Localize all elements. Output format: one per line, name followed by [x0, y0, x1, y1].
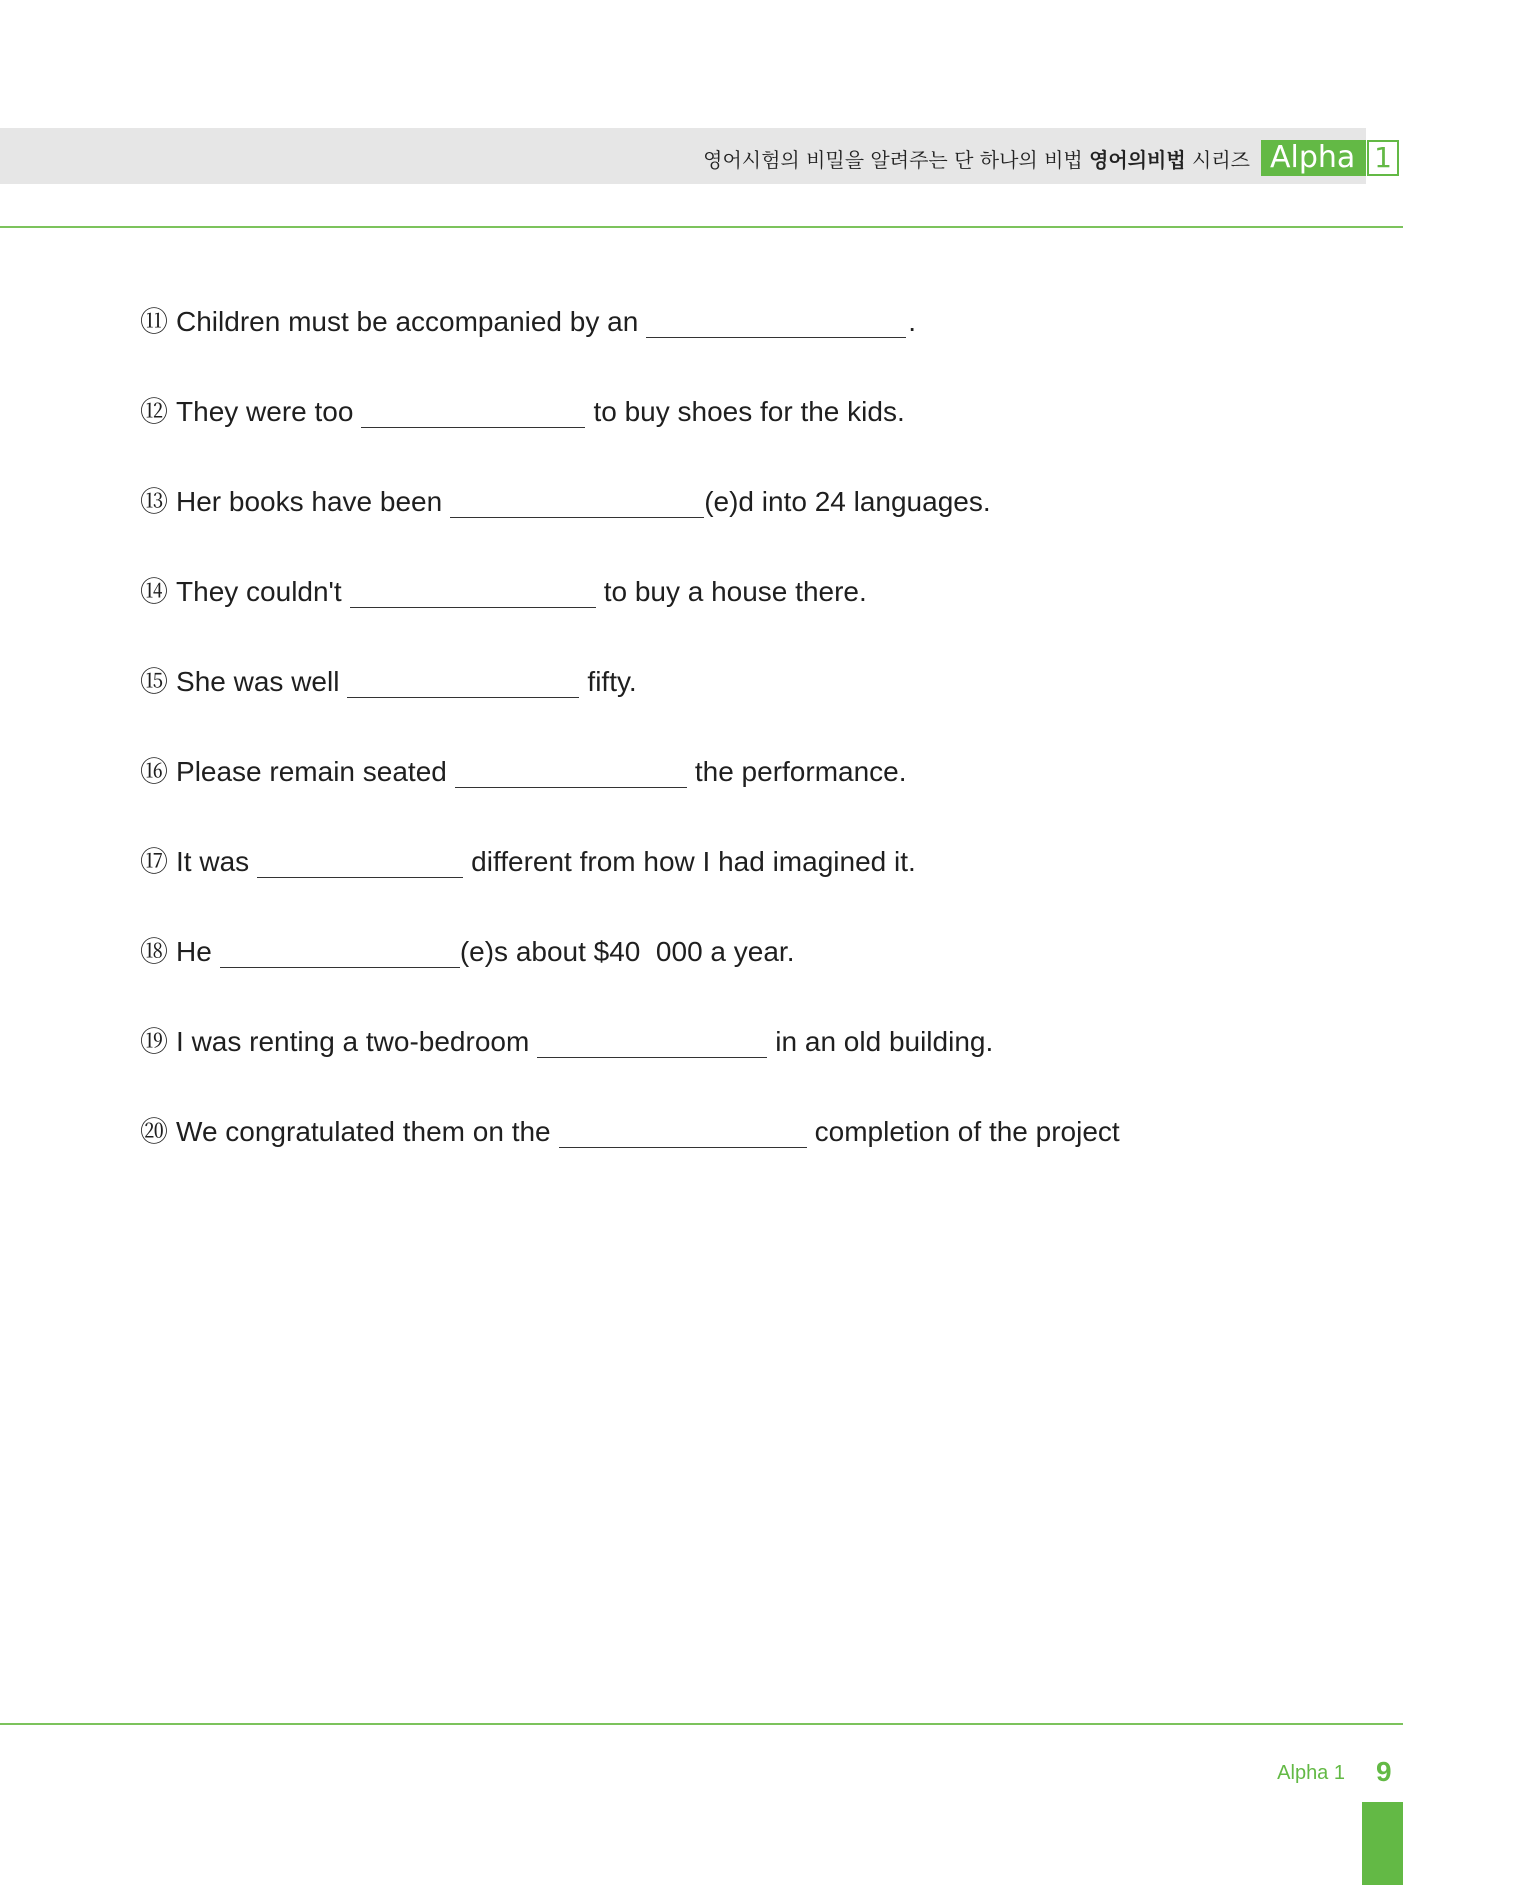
question-11 — [140, 302, 916, 342]
question-number: ⑫ — [140, 396, 169, 427]
question-text-after: different from how I had imagined it. — [471, 846, 916, 877]
question-15 — [140, 662, 637, 702]
question-text-after: to buy a house there. — [603, 576, 867, 607]
question-text-after: in an old building. — [775, 1026, 994, 1057]
answer-blank[interactable] — [450, 487, 704, 518]
question-number: ⑯ — [140, 756, 169, 787]
question-text-before: Please remain seated — [176, 756, 447, 787]
answer-blank[interactable] — [350, 577, 596, 608]
question-number: ⑲ — [140, 1026, 169, 1057]
question-text-after: (e)s about $40 000 a year. — [459, 936, 795, 967]
question-text-after: . — [908, 306, 917, 337]
footer-rule — [0, 1723, 1403, 1725]
tagline-prefix: 영어시험의 비밀을 알려주는 단 하나의 비법 — [703, 148, 1083, 172]
header-rule — [0, 226, 1403, 228]
question-number: ⑳ — [140, 1116, 169, 1147]
question-16 — [140, 752, 907, 792]
question-text-before: It was — [176, 846, 250, 877]
volume-number: 1 — [1367, 140, 1399, 176]
question-text-before: They were too — [176, 396, 354, 427]
answer-blank[interactable] — [646, 307, 906, 338]
question-19 — [140, 1022, 993, 1062]
question-number: ⑮ — [140, 666, 169, 697]
answer-blank[interactable] — [537, 1027, 767, 1058]
question-text-after: completion of the project — [814, 1116, 1120, 1147]
answer-blank[interactable] — [361, 397, 585, 428]
page-tab — [1362, 1802, 1403, 1885]
tagline-suffix: 시리즈 — [1192, 148, 1250, 172]
question-text-after: the performance. — [694, 756, 907, 787]
question-number: ⑱ — [140, 936, 169, 967]
question-number: ⑰ — [140, 846, 169, 877]
question-number: ⑭ — [140, 576, 169, 607]
question-text-after: (e)d into 24 languages. — [704, 486, 991, 517]
answer-blank[interactable] — [455, 757, 687, 788]
brand-logo: Alpha — [1261, 140, 1366, 176]
page-number: 9 — [1376, 1756, 1392, 1787]
question-text-after: to buy shoes for the kids. — [593, 396, 905, 427]
question-13 — [140, 482, 991, 522]
question-text-before: They couldn't — [176, 576, 342, 607]
answer-blank[interactable] — [559, 1117, 807, 1148]
question-14 — [140, 572, 867, 612]
series-tagline — [703, 144, 1250, 173]
question-20 — [140, 1112, 1120, 1152]
question-number: ⑪ — [140, 306, 169, 337]
answer-blank[interactable] — [347, 667, 579, 698]
question-18 — [140, 932, 795, 972]
question-text-before: Her books have been — [176, 486, 443, 517]
question-text-before: He — [176, 936, 212, 967]
answer-blank[interactable] — [220, 937, 460, 968]
answer-blank[interactable] — [257, 847, 463, 878]
question-text-before: I was renting a two-bedroom — [176, 1026, 530, 1057]
question-text-before: She was well — [176, 666, 340, 697]
question-text-before: We congratulated them on the — [176, 1116, 551, 1147]
question-12 — [140, 392, 905, 432]
question-17 — [140, 842, 916, 882]
tagline-bold: 영어의비법 — [1089, 148, 1186, 172]
question-text-before: Children must be accompanied by an — [176, 306, 639, 337]
question-text-after: fifty. — [587, 666, 637, 697]
question-number: ⑬ — [140, 486, 169, 517]
footer-series-label: Alpha 1 — [1277, 1762, 1345, 1784]
